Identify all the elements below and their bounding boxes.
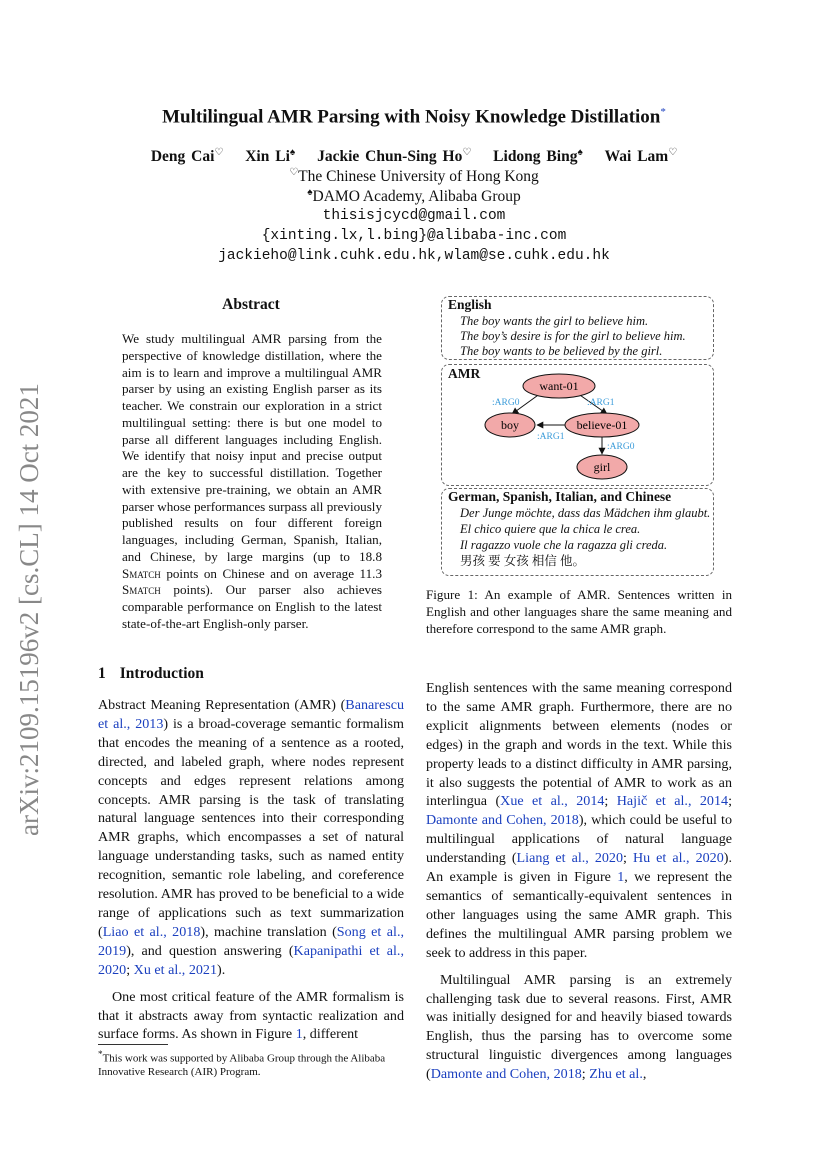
- paragraph: One most critical feature of the AMR formalism is that it abstracts away from syntactic realization and surface forms. As shown in Figure 1, different: [98, 988, 404, 1043]
- english-sentence: The boy wants the girl to believe him.: [460, 314, 649, 328]
- citation-link[interactable]: Damonte and Cohen, 2018: [430, 1066, 582, 1083]
- english-sentence: The boy’s desire is for the girl to believe him.: [460, 329, 686, 343]
- node-believe-label: believe-01: [576, 418, 628, 432]
- amr-label: AMR: [448, 366, 481, 381]
- affiliation-damo: ♠DAMO Academy, Alibaba Group: [307, 187, 521, 206]
- author-list: [0, 147, 828, 166]
- affiliation-cuhk: ♡The Chinese University of Hong Kong: [289, 167, 539, 186]
- abstract-body: We study multilingual AMR parsing from the perspective of knowledge distillation, where the aim is to learn and improve a multilingual AMR parser by using an existing English parser as its teacher. We constrain our exploration in a strict multilingual setting: there is but one model to parse all different languages including English. We identify that noisy input and precise output are the key to successful distillation. Together with extensive pre-training, we obtain an AMR parser whose performances surpass all previously published results on four different foreign languages, including German, Spanish, Italian, and Chinese, by large margins (up to 18.8 Smatch points on Chinese and on average 11.3 Smatch points). Our parser also achieves comparable performance on English to the latest state-of-the-art English-only parser.: [122, 331, 382, 631]
- right-column: [426, 679, 732, 1092]
- email-line-1: thisisjcycd@gmail.com: [322, 208, 506, 224]
- citation-link[interactable]: Liang et al., 2020: [516, 850, 624, 867]
- title-text: Multilingual AMR Parsing with Noisy Knowledge Distillation: [162, 106, 661, 128]
- node-boy-label: boy: [501, 418, 519, 432]
- english-label: English: [448, 297, 492, 312]
- abstract-heading: Abstract: [222, 296, 280, 313]
- title-footnote-mark[interactable]: *: [660, 106, 666, 118]
- citation-link[interactable]: Banarescu et al., 2013: [98, 697, 404, 732]
- author: Wai Lam♡: [604, 147, 678, 166]
- edge-label: :ARG1: [587, 398, 615, 408]
- edge-label: :ARG1: [537, 432, 565, 442]
- citation-link[interactable]: Zhu et al.: [589, 1066, 643, 1083]
- italian-sentence: Il ragazzo vuole che la ragazza gli creda.: [460, 538, 668, 552]
- author: Jackie Chun-Sing Ho♡: [317, 147, 472, 166]
- section-heading: 1 Introduction: [98, 665, 204, 682]
- amr-graph: [441, 364, 713, 485]
- german-sentence: Der Junge möchte, dass das Mädchen ihm glaubt.: [460, 506, 711, 520]
- footnote-rule: [98, 1044, 168, 1045]
- figure-caption: Figure 1: An example of AMR. Sentences written in English and other languages share the same meaning and therefore correspond to the same AMR graph.: [426, 587, 732, 636]
- chinese-sentence: 男孩 要 女孩 相信 他。: [460, 554, 586, 568]
- node-want-label: want-01: [539, 379, 579, 393]
- english-sentence: The boy wants to be believed by the girl.: [460, 344, 663, 358]
- left-column: [98, 696, 404, 1052]
- email-line-2: {xinting.lx,l.bing}@alibaba-inc.com: [261, 228, 567, 244]
- foreign-label: German, Spanish, Italian, and Chinese: [448, 489, 672, 504]
- footnote: *This work was supported by Alibaba Group through the Alibaba Innovative Research (AIR) Program.: [98, 1049, 386, 1079]
- citation-link[interactable]: Hajič et al., 2014: [616, 793, 729, 810]
- paragraph: Abstract Meaning Representation (AMR) (Banarescu et al., 2013) is a broad-coverage semantic formalism that encodes the meaning of a sentence as a rooted, directed, and labeled graph, where nodes represent concepts and edges represent relations among concepts. AMR parsing is the task of translating natural language sentences into their corresponding AMR graphs, which encompasses a set of natural language understanding tasks, such as named entity recognition, semantic role labeling, and coreference resolution. AMR has proved to be beneficial to a wide range of applications such as text summarization (Liao et al., 2018), machine translation (Song et al., 2019), and question answering (Kapanipathi et al., 2020; Xu et al., 2021).: [98, 697, 404, 978]
- author: Xin Li♠: [245, 147, 296, 166]
- paragraph: Multilingual AMR parsing is an extremely challenging task due to several reasons. First, AMR was initially designed for and heavily biased towards English, thus the parsing has to overcome some structural linguistic divergences among languages (Damonte and Cohen, 2018; Zhu et al.,: [426, 971, 732, 1083]
- citation-link[interactable]: Damonte and Cohen, 2018: [426, 812, 579, 829]
- citation-link[interactable]: Xu et al., 2021: [133, 961, 218, 978]
- author: Lidong Bing♠: [493, 147, 583, 166]
- email-line-3: jackieho@link.cuhk.edu.hk,wlam@se.cuhk.edu.hk: [218, 248, 610, 264]
- citation-link[interactable]: Song et al., 2019: [98, 923, 404, 959]
- author: Deng Cai♡: [150, 147, 224, 166]
- arxiv-identifier: arXiv:2109.15196v2 [cs.CL] 14 Oct 2021: [14, 383, 44, 837]
- edge-label: :ARG0: [492, 398, 520, 408]
- figure-ref-link[interactable]: 1: [295, 1026, 303, 1043]
- paper-title: [0, 106, 828, 128]
- figure-ref-link[interactable]: 1: [617, 869, 625, 886]
- citation-link[interactable]: Xue et al., 2014: [500, 793, 605, 810]
- citation-link[interactable]: Liao et al., 2018: [102, 923, 201, 940]
- paragraph: English sentences with the same meaning correspond to the same AMR graph. Furthermore, there are no explicit alignments between elements (nodes or edges) in the graph and words in the text. While this property leads to a distinct difficulty in AMR parsing, it also suggests the potential of AMR to work as an interlingua (Xue et al., 2014; Hajič et al., 2014; Damonte and Cohen, 2018), which could be useful to multilingual applications of natural language understanding (Liang et al., 2020; Hu et al., 2020). An example is given in Figure 1, we represent the semantics of semantically-equivalent sentences in other languages using the same AMR graph. This defines the multilingual AMR parsing problem we seek to address in this paper.: [426, 680, 733, 961]
- edge-label: :ARG0: [607, 442, 635, 452]
- spanish-sentence: El chico quiere que la chica le crea.: [460, 522, 641, 536]
- citation-link[interactable]: Kapanipathi et al., 2020: [98, 942, 404, 978]
- citation-link[interactable]: Hu et al., 2020: [632, 850, 724, 867]
- node-girl-label: girl: [593, 460, 611, 474]
